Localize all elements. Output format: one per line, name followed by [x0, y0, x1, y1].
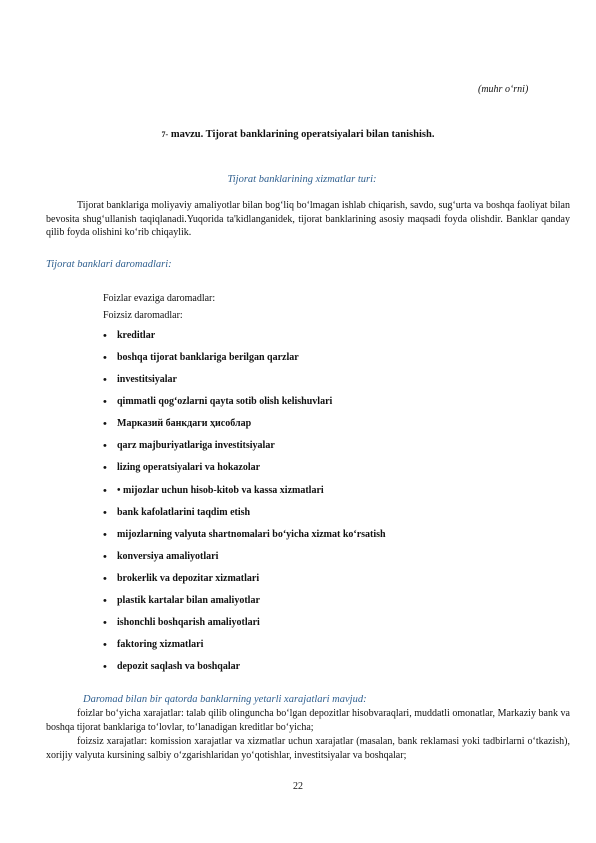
list-item	[103, 657, 386, 679]
list-item	[103, 414, 386, 436]
bullet-icon: •	[103, 396, 107, 408]
list-item	[103, 613, 386, 635]
list-item-text: investitsiyalar	[117, 374, 177, 385]
list-item-text: lizing operatsiyalari va hokazolar	[117, 462, 261, 473]
list-item	[103, 635, 386, 657]
list-item	[103, 481, 386, 503]
non-interest-income-label: Foizsiz daromadlar:	[103, 310, 183, 321]
intro-paragraph: Tijorat banklariga moliyaviy amaliyotlar bilan bog‘liq bo‘lmagan ishlab chiqarish, savdo, sug‘urta va boshqa faoliyat bilan bevosita shug‘ullanish taqiqlanadi.Yuqorida ta'kidlanganidek, tijorat banklarining asosiy maqsadi foyda olishdir. Banklar qanday qilib foyda olishini ko‘rib chiqaylik.	[46, 200, 570, 239]
bullet-icon: •	[103, 551, 107, 563]
list-item	[103, 370, 386, 392]
list-item-text: mijozlarning valyuta shartnomalari bo‘yicha xizmat ko‘rsatish	[117, 529, 386, 540]
list-item	[103, 525, 386, 547]
list-item-text: • mijozlar uchun hisob-kitob va kassa xizmatlari	[117, 485, 324, 496]
list-item	[103, 436, 386, 458]
list-item-text: konversiya amaliyotlari	[117, 551, 219, 562]
income-heading: Tijorat banklari daromadlari:	[46, 259, 172, 270]
list-item	[103, 591, 386, 613]
list-item-text: brokerlik va depozitar xizmatlari	[117, 573, 260, 584]
list-item	[103, 392, 386, 414]
bullet-icon: •	[103, 507, 107, 519]
expenses-heading: Daromad bilan bir qatorda banklarning yetarli xarajatlari mavjud:	[83, 694, 367, 705]
bullet-icon: •	[103, 418, 107, 430]
bullet-icon: •	[103, 485, 107, 497]
income-items-list	[103, 326, 386, 679]
interest-income-label: Foizlar evaziga daromadlar:	[103, 293, 216, 304]
list-item-text: Марказий банкдаги ҳисоблар	[117, 418, 252, 429]
bullet-icon: •	[103, 440, 107, 452]
seal-placeholder-note: (muhr o‘rni)	[478, 84, 529, 95]
list-item-text: plastik kartalar bilan amaliyotlar	[117, 595, 260, 606]
page-number: 22	[293, 781, 303, 792]
list-item	[103, 547, 386, 569]
expense-paragraph-interest: foizlar bo‘yicha xarajatlar: talab qilib olinguncha bo‘lgan depozitlar hisobvaraqlari, muddatli omonatlar, Markaziy bank va boshqa tijorat banklariga to‘lovlar, to‘lanadigan kreditlar bo‘yicha;	[46, 708, 570, 733]
bullet-icon: •	[103, 529, 107, 541]
list-item-text: boshqa tijorat banklariga berilgan qarzlar	[117, 352, 299, 363]
services-heading: Tijorat banklarining xizmatlar turi:	[227, 174, 377, 185]
list-item	[103, 458, 386, 481]
bullet-icon: •	[103, 330, 107, 342]
list-item	[103, 326, 386, 348]
list-item-text: bank kafolatlarini taqdim etish	[117, 507, 251, 518]
bullet-icon: •	[103, 374, 107, 386]
list-item	[103, 348, 386, 370]
expense-paragraph-non-interest: foizsiz xarajatlar: komission xarajatlar va xizmatlar uchun xarajatlar (masalan, bank reklamasi yoki tadbirlarni o‘tkazish), xorijiy valyuta kursining salbiy o‘zgarishlaridan yo‘qotishlar, investitsiyalar va boshqalar;	[46, 736, 570, 761]
bullet-icon: •	[103, 661, 107, 673]
list-item-text: faktoring xizmatlari	[117, 639, 204, 650]
bullet-icon: •	[103, 573, 107, 585]
topic-title-text: mavzu. Tijorat banklarining operatsiyalari bilan tanishish.	[170, 129, 435, 140]
list-item-text: qimmatli qog‘ozlarni qayta sotib olish kelishuvlari	[117, 396, 333, 407]
list-item	[103, 503, 386, 525]
list-item-text: qarz majburiyatlariga investitsiyalar	[117, 440, 275, 451]
topic-number: 7-	[161, 130, 169, 139]
bullet-icon: •	[103, 462, 107, 474]
list-item-text: kreditlar	[117, 330, 156, 341]
bullet-icon: •	[103, 617, 107, 629]
list-item	[103, 569, 386, 591]
bullet-icon: •	[103, 639, 107, 651]
bullet-icon: •	[103, 595, 107, 607]
list-item-text: depozit saqlash va boshqalar	[117, 661, 241, 672]
list-item-text: ishonchli boshqarish amaliyotlari	[117, 617, 260, 628]
bullet-icon: •	[103, 352, 107, 364]
topic-title	[0, 129, 596, 140]
